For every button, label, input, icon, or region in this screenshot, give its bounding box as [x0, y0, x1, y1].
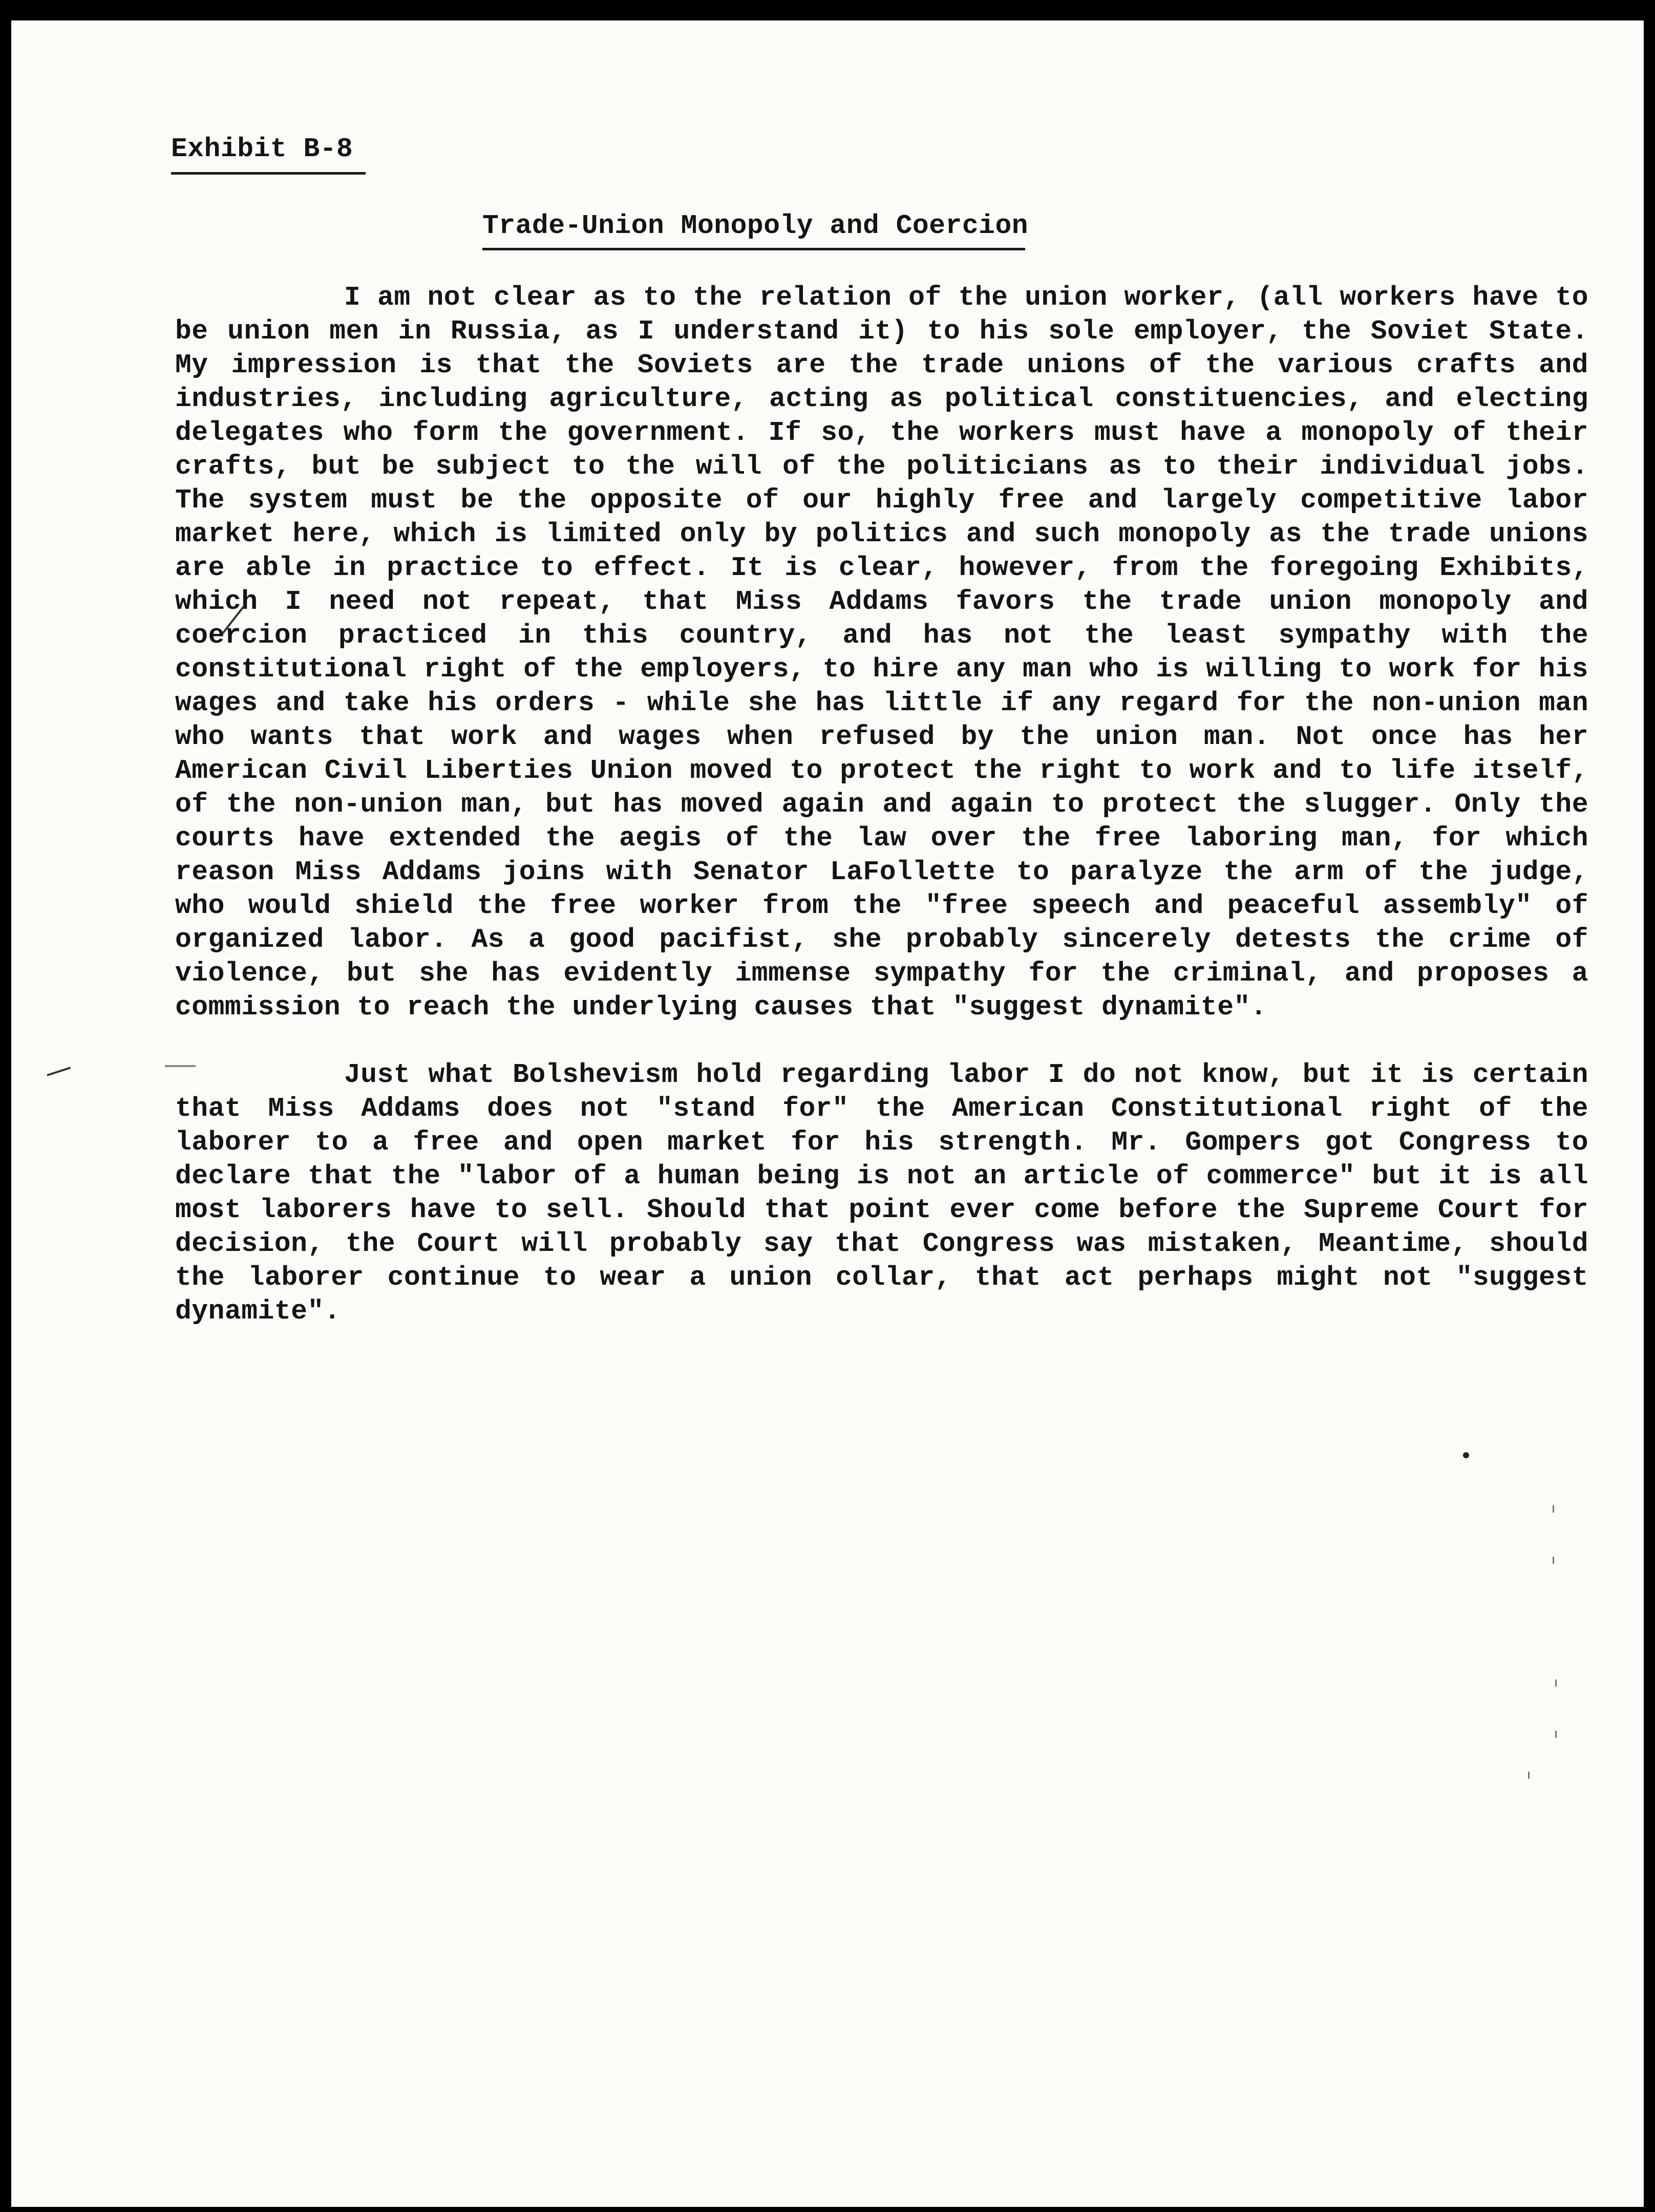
- paragraph-2: Just what Bolshevism hold regarding labor I do not know, but it is certain that Miss Addams does not "stand for" the American Constitutional right of the laborer to a free and open market for his strength. Mr. Gompers got Congress to declare that the "labor of a human being is not an article of commerce" but it is all most laborers have to sell. Should that point ever come before the Supreme Court for decision, the Court will probably say that Congress was mistaken, Meantime, should the laborer continue to wear a union collar, that act perhaps might not "suggest dynamite".: [175, 1059, 1588, 1327]
- exhibit-label: Exhibit B-8: [171, 134, 353, 164]
- title-underline: [482, 248, 1025, 250]
- paragraph-1: I am not clear as to the relation of the union worker, (all workers have to be union men in Russia, as I understand it) to his sole employer, the Soviet State. My impression is that the Soviets are the trade unions of the various crafts and industries, including agriculture, acting as political constituencies, and electing delegates who form the government. If so, the workers must have a monopoly of their crafts, but be subject to the will of the politicians as to their individual jobs. The system must be the opposite of our highly free and largely competitive labor market here, which is limited only by politics and such monopoly as the trade unions are able in practice to effect. It is clear, however, from the foregoing Exhibits, which I need not repeat, that Miss Addams favors the trade union monopoly and coercion practiced in this country, and has not the least sympathy with the constitutional right of the employers, to hire any man who is willing to work for his wages and take his orders - while she has little if any regard for the non-union man who wants that work and wages when refused by the union man. Not once has her American Civil Liberties Union moved to protect the right to work and to life itself, of the non-union man, but has moved again and again to protect the slugger. Only the courts have extended the aegis of the law over the free laboring man, for which reason Miss Addams joins with Senator LaFollette to paralyze the arm of the judge, who would shield the free worker from the "free speech and peaceful assembly" of organized labor. As a good pacifist, she probably sincerely detests the crime of violence, but she has evidently immense sympathy for the criminal, and proposes a commission to reach the underlying causes that "suggest dynamite".: [175, 282, 1588, 1023]
- document-title: Trade-Union Monopoly and Coercion: [482, 210, 1029, 241]
- document-body: [175, 281, 1588, 1328]
- edge-speck: [1555, 1679, 1557, 1687]
- exhibit-underline: [171, 172, 366, 175]
- ink-dot: [1463, 1452, 1469, 1458]
- pen-mark-margin-dash: [165, 1065, 196, 1067]
- edge-speck: [1528, 1772, 1530, 1779]
- document-page: [11, 20, 1644, 2207]
- edge-speck: [1555, 1731, 1557, 1738]
- edge-speck: [1553, 1505, 1554, 1513]
- pen-mark-margin-tick: [47, 1067, 71, 1076]
- edge-speck: [1553, 1557, 1554, 1564]
